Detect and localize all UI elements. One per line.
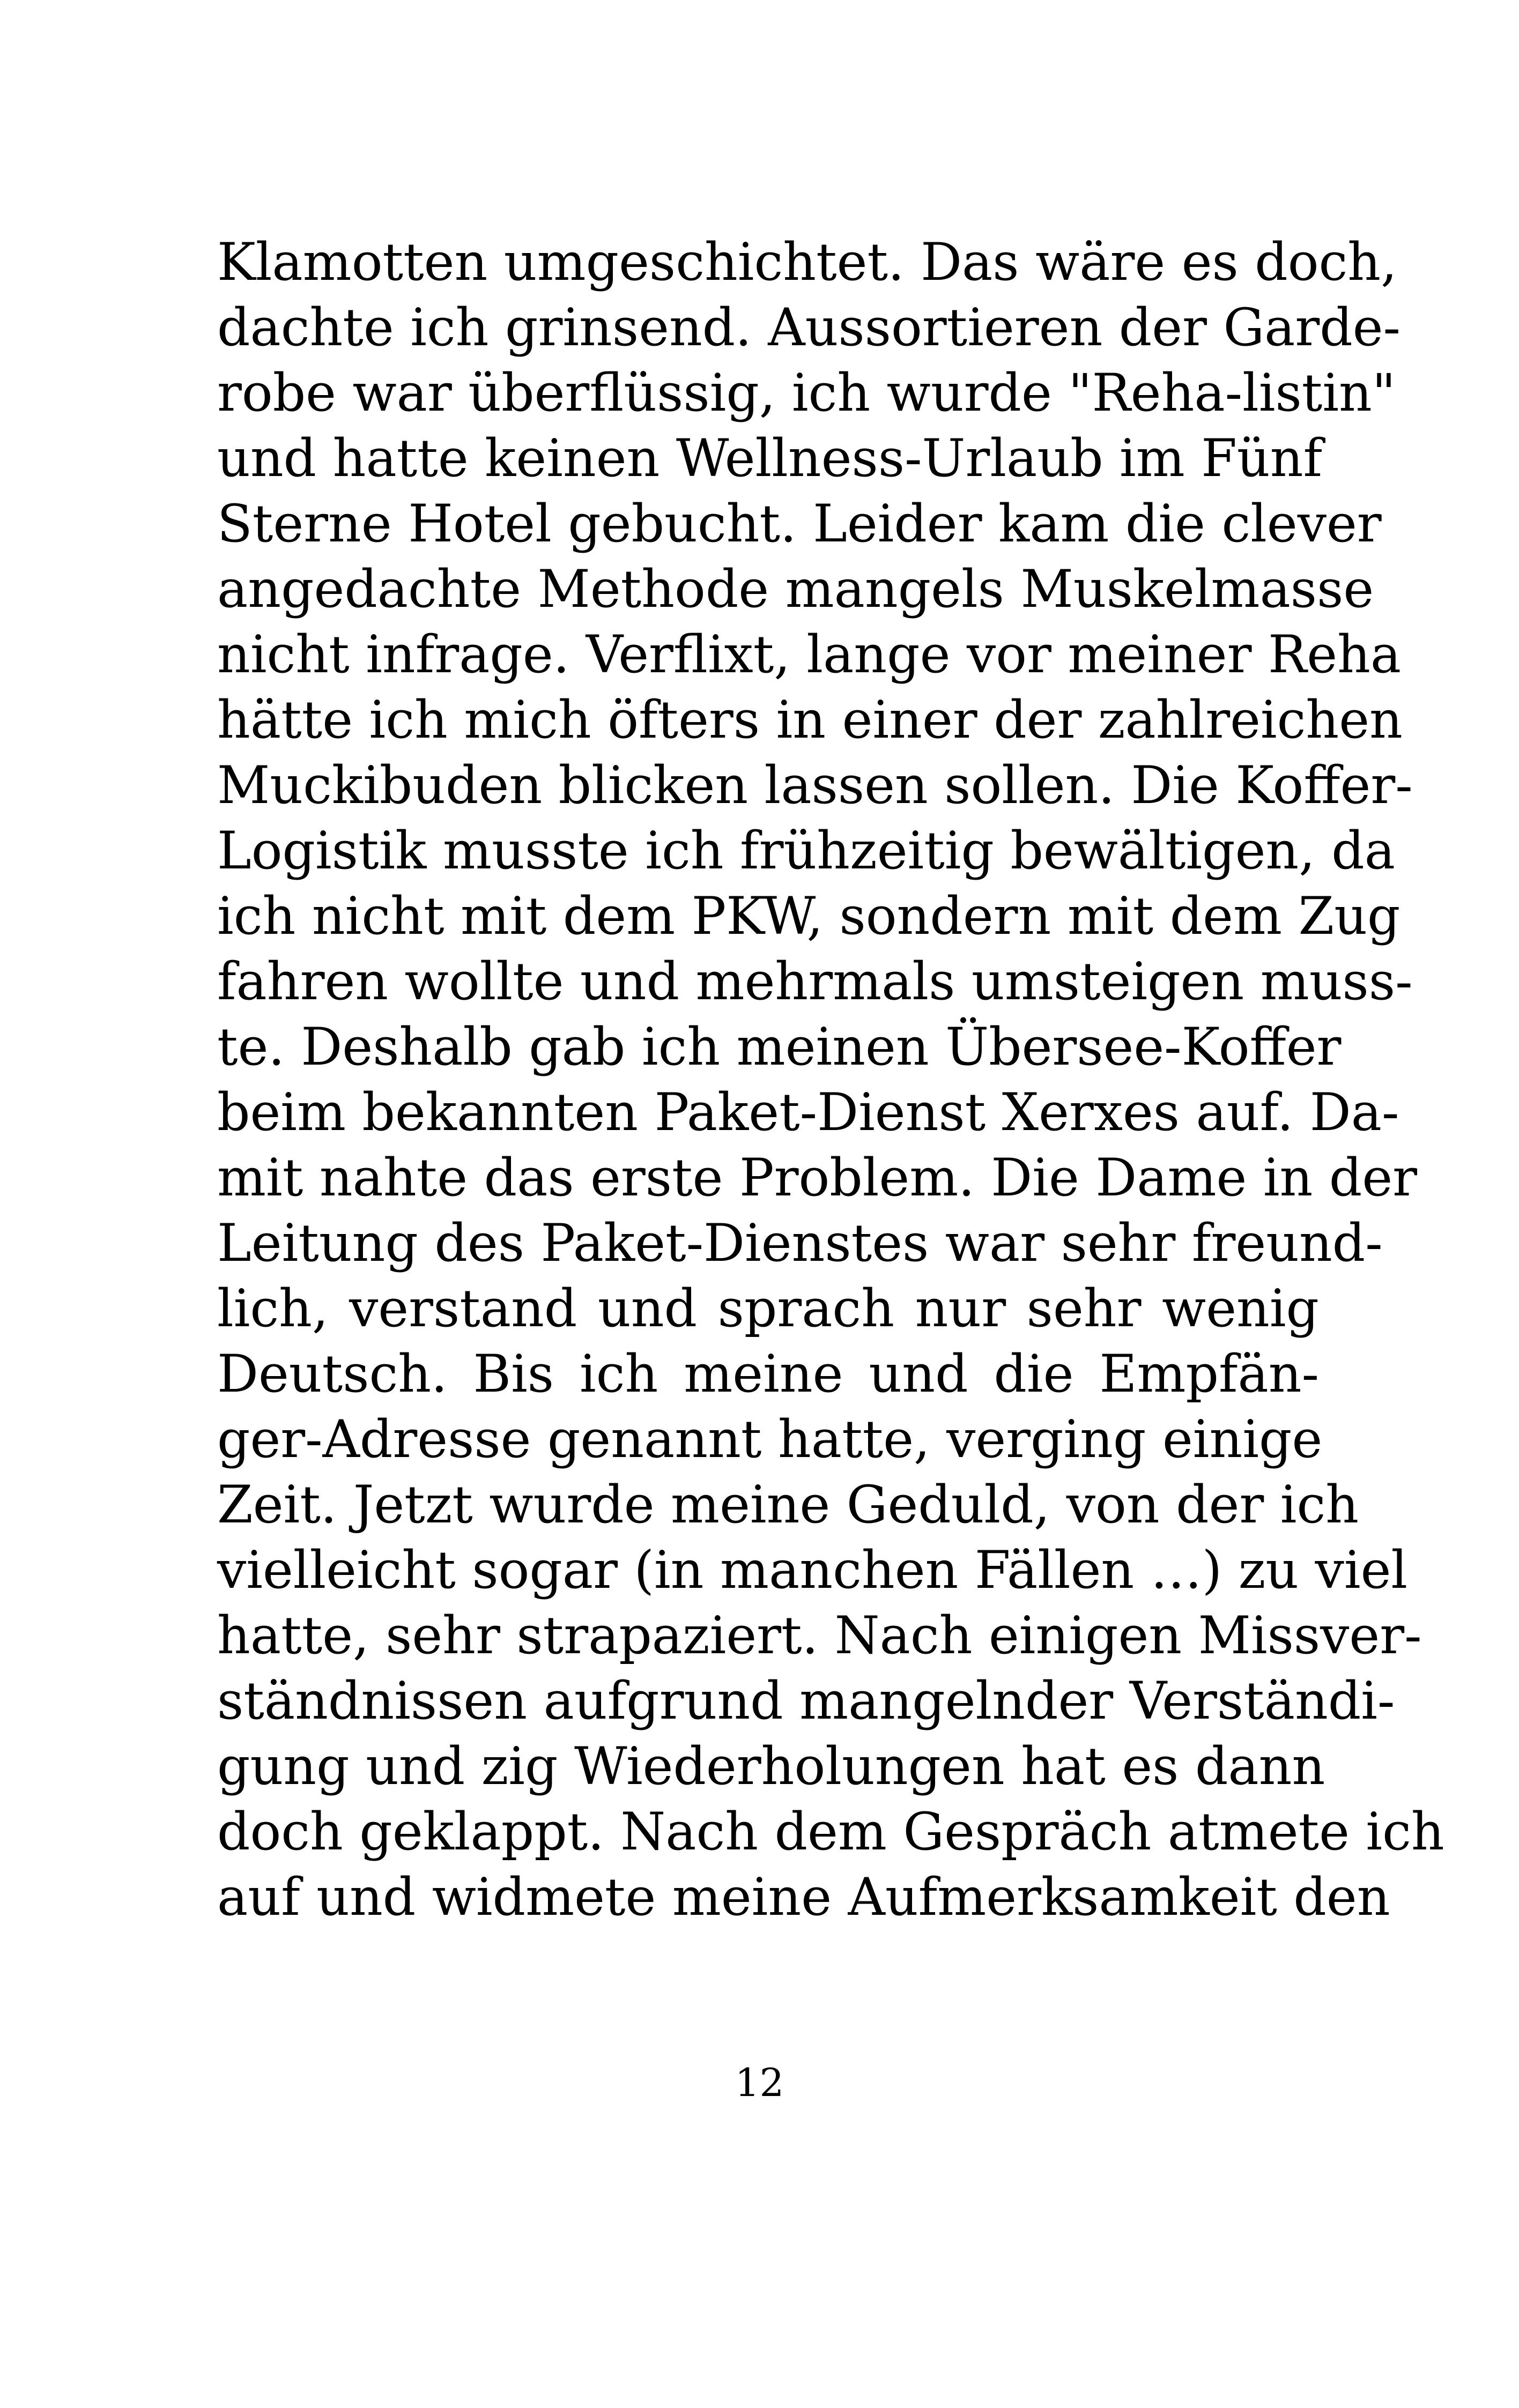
body-text <box>217 229 1444 1930</box>
text-line: vielleicht sogar (in manchen Fällen …) zu viel <box>217 1540 1408 1600</box>
text-line: lich, verstand und sprach nur sehr wenig <box>217 1279 1319 1339</box>
text-line: doch geklappt. Nach dem Gespräch atmete ich <box>217 1802 1444 1862</box>
text-line: fahren wollte und mehrmals umsteigen muss- <box>217 952 1413 1012</box>
text-line: ich nicht mit dem PKW, sondern mit dem Zug <box>217 886 1401 946</box>
text-line: Sterne Hotel gebucht. Leider kam die clever <box>217 494 1382 554</box>
text-line: angedachte Methode mangels Muskelmasse <box>217 559 1374 619</box>
text-line: nicht infrage. Verflixt, lange vor meiner Reha <box>217 625 1402 685</box>
text-line: Deutsch. Bis ich meine und die Empfän- <box>217 1344 1319 1404</box>
text-line: te. Deshalb gab ich meinen Übersee-Koffer <box>217 1017 1342 1077</box>
text-line: hatte, sehr strapaziert. Nach einigen Missver- <box>217 1606 1422 1666</box>
text-line: hätte ich mich öfters in einer der zahlreichen <box>217 690 1403 750</box>
text-line: gung und zig Wiederholungen hat es dann <box>217 1736 1325 1796</box>
text-line: Zeit. Jetzt wurde meine Geduld, von der ich <box>217 1475 1359 1535</box>
text-line: Leitung des Paket-Dienstes war sehr freund- <box>217 1213 1383 1273</box>
text-line: Klamotten umgeschichtet. Das wäre es doch, <box>217 232 1397 292</box>
page-number: 12 <box>735 2060 784 2105</box>
text-line: Muckibuden blicken lassen sollen. Die Koffer- <box>217 755 1413 815</box>
text-line: auf und widmete meine Aufmerksamkeit den <box>217 1867 1390 1927</box>
text-line: mit nahte das erste Problem. Die Dame in der <box>217 1148 1418 1208</box>
text-line: beim bekannten Paket-Dienst Xerxes auf. Da- <box>217 1082 1399 1142</box>
text-line: dachte ich grinsend. Aussortieren der Garde- <box>217 298 1401 358</box>
text-line: robe war überflüssig, ich wurde "Reha-listin" <box>217 363 1396 423</box>
text-line: und hatte keinen Wellness-Urlaub im Fünf <box>217 428 1323 488</box>
text-line: Logistik musste ich frühzeitig bewältigen, da <box>217 821 1395 881</box>
text-line: ständnissen aufgrund mangelnder Verständi- <box>217 1671 1395 1731</box>
text-line: ger-Adresse genannt hatte, verging einige <box>217 1409 1323 1469</box>
